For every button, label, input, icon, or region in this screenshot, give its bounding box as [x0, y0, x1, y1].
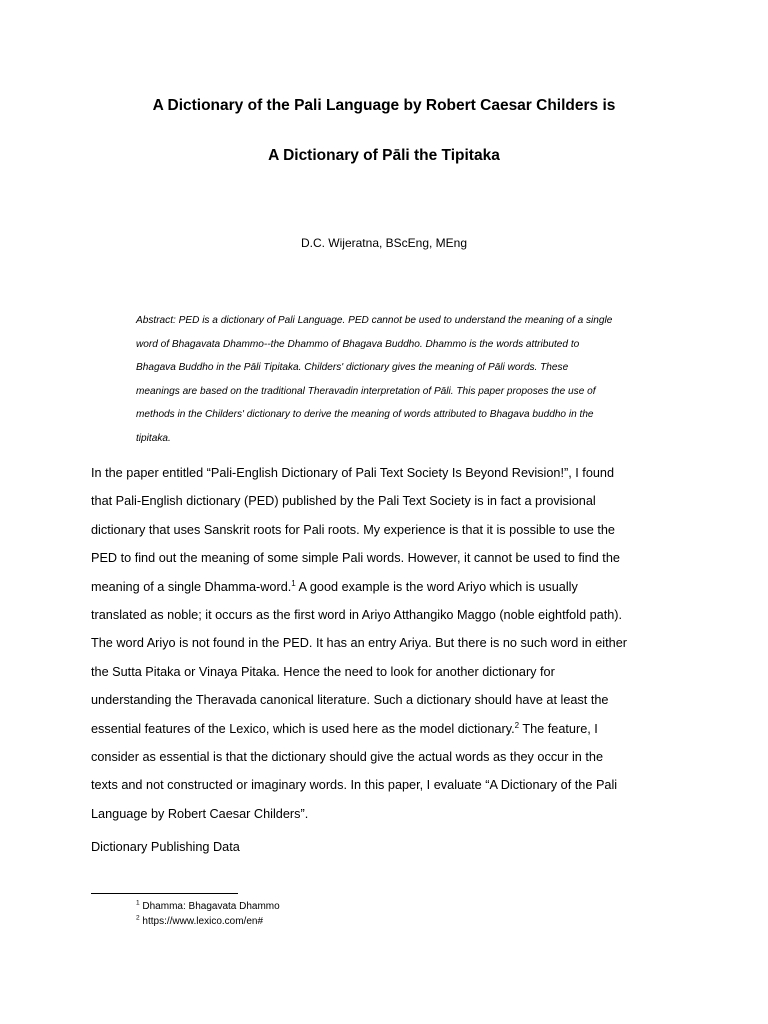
footnotes [136, 899, 280, 929]
abstract-line: methods in the Childers' dictionary to derive the meaning of words attributed to Bhagava buddho in the [136, 409, 594, 421]
body-line: In the paper entitled “Pali-English Dictionary of Pali Text Society Is Beyond Revision!”, I found [91, 466, 615, 480]
body-line: essential features of the Lexico, which is used here as the model dictionary. [91, 721, 515, 736]
body-line: The feature, I [519, 721, 598, 736]
body-line: dictionary that uses Sanskrit roots for Pali roots. My experience is that it is possible to use the [91, 522, 615, 537]
body-paragraph [91, 459, 691, 828]
footnote-separator [91, 893, 238, 894]
footnote-ref-1[interactable]: 1 [291, 578, 296, 588]
abstract-line: tipitaka. [136, 432, 171, 444]
body-line: The word Ariyo is not found in the PED. It has an entry Ariya. But there is no such word in either [91, 636, 627, 651]
body-line: that Pali-English dictionary (PED) published by the Pali Text Society is in fact a provisional [91, 494, 596, 509]
section-heading: Dictionary Publishing Data [91, 840, 240, 854]
footnote-number: 2 [136, 914, 140, 922]
body-line: PED to find out the meaning of some simple Pali words. However, it cannot be used to find the [91, 551, 620, 566]
footnote-number: 1 [136, 899, 140, 907]
footnote-2 [136, 914, 280, 929]
abstract-line: Abstract: PED is a dictionary of Pali Language. PED cannot be used to understand the meaning of a single [136, 315, 613, 326]
body-line: understanding the Theravada canonical literature. Such a dictionary should have at least the [91, 693, 609, 708]
body-line: texts and not constructed or imaginary words. In this paper, I evaluate “A Dictionary of the Pali [91, 778, 618, 793]
body-line: the Sutta Pitaka or Vinaya Pitaka. Hence the need to look for another dictionary for [91, 664, 555, 679]
author-byline: D.C. Wijeratna, BScEng, MEng [300, 236, 468, 250]
footnote-ref-2[interactable]: 2 [514, 720, 520, 730]
abstract [136, 309, 674, 451]
body-line: A good example is the word Ariyo which is usually [295, 579, 578, 594]
body-line: translated as noble; it occurs as the first word in Ariyo Atthangiko Maggo (noble eightfold path). [91, 608, 623, 623]
abstract-line: word of Bhagavata Dhammo--the Dhammo of Bhagava Buddho. Dhammo is the words attributed to [136, 338, 580, 350]
footnote-link[interactable]: https://www.lexico.com/en# [139, 916, 264, 927]
abstract-line: Bhagava Buddho in the Pāli Tipitaka. Childers' dictionary gives the meaning of Pāli words. These [136, 362, 569, 374]
body-line: Language by Robert Caesar Childers”. [91, 806, 309, 821]
footnote-1 [136, 899, 280, 914]
footnote-text: Dhamma: Bhagavata Dhammo [139, 901, 280, 912]
abstract-line: meanings are based on the traditional Theravadin interpretation of Pāli. This paper proposes the use of [136, 385, 596, 397]
body-line: consider as essential is that the dictionary should give the actual words as they occur in the [91, 750, 604, 765]
body-line: meaning of a single Dhamma-word. [91, 579, 292, 594]
paper-title-line-1: A Dictionary of the Pali Language by Robert Caesar Childers is [152, 97, 616, 114]
paper-title-line-2: A Dictionary of Pāli the Tipitaka [268, 147, 500, 164]
